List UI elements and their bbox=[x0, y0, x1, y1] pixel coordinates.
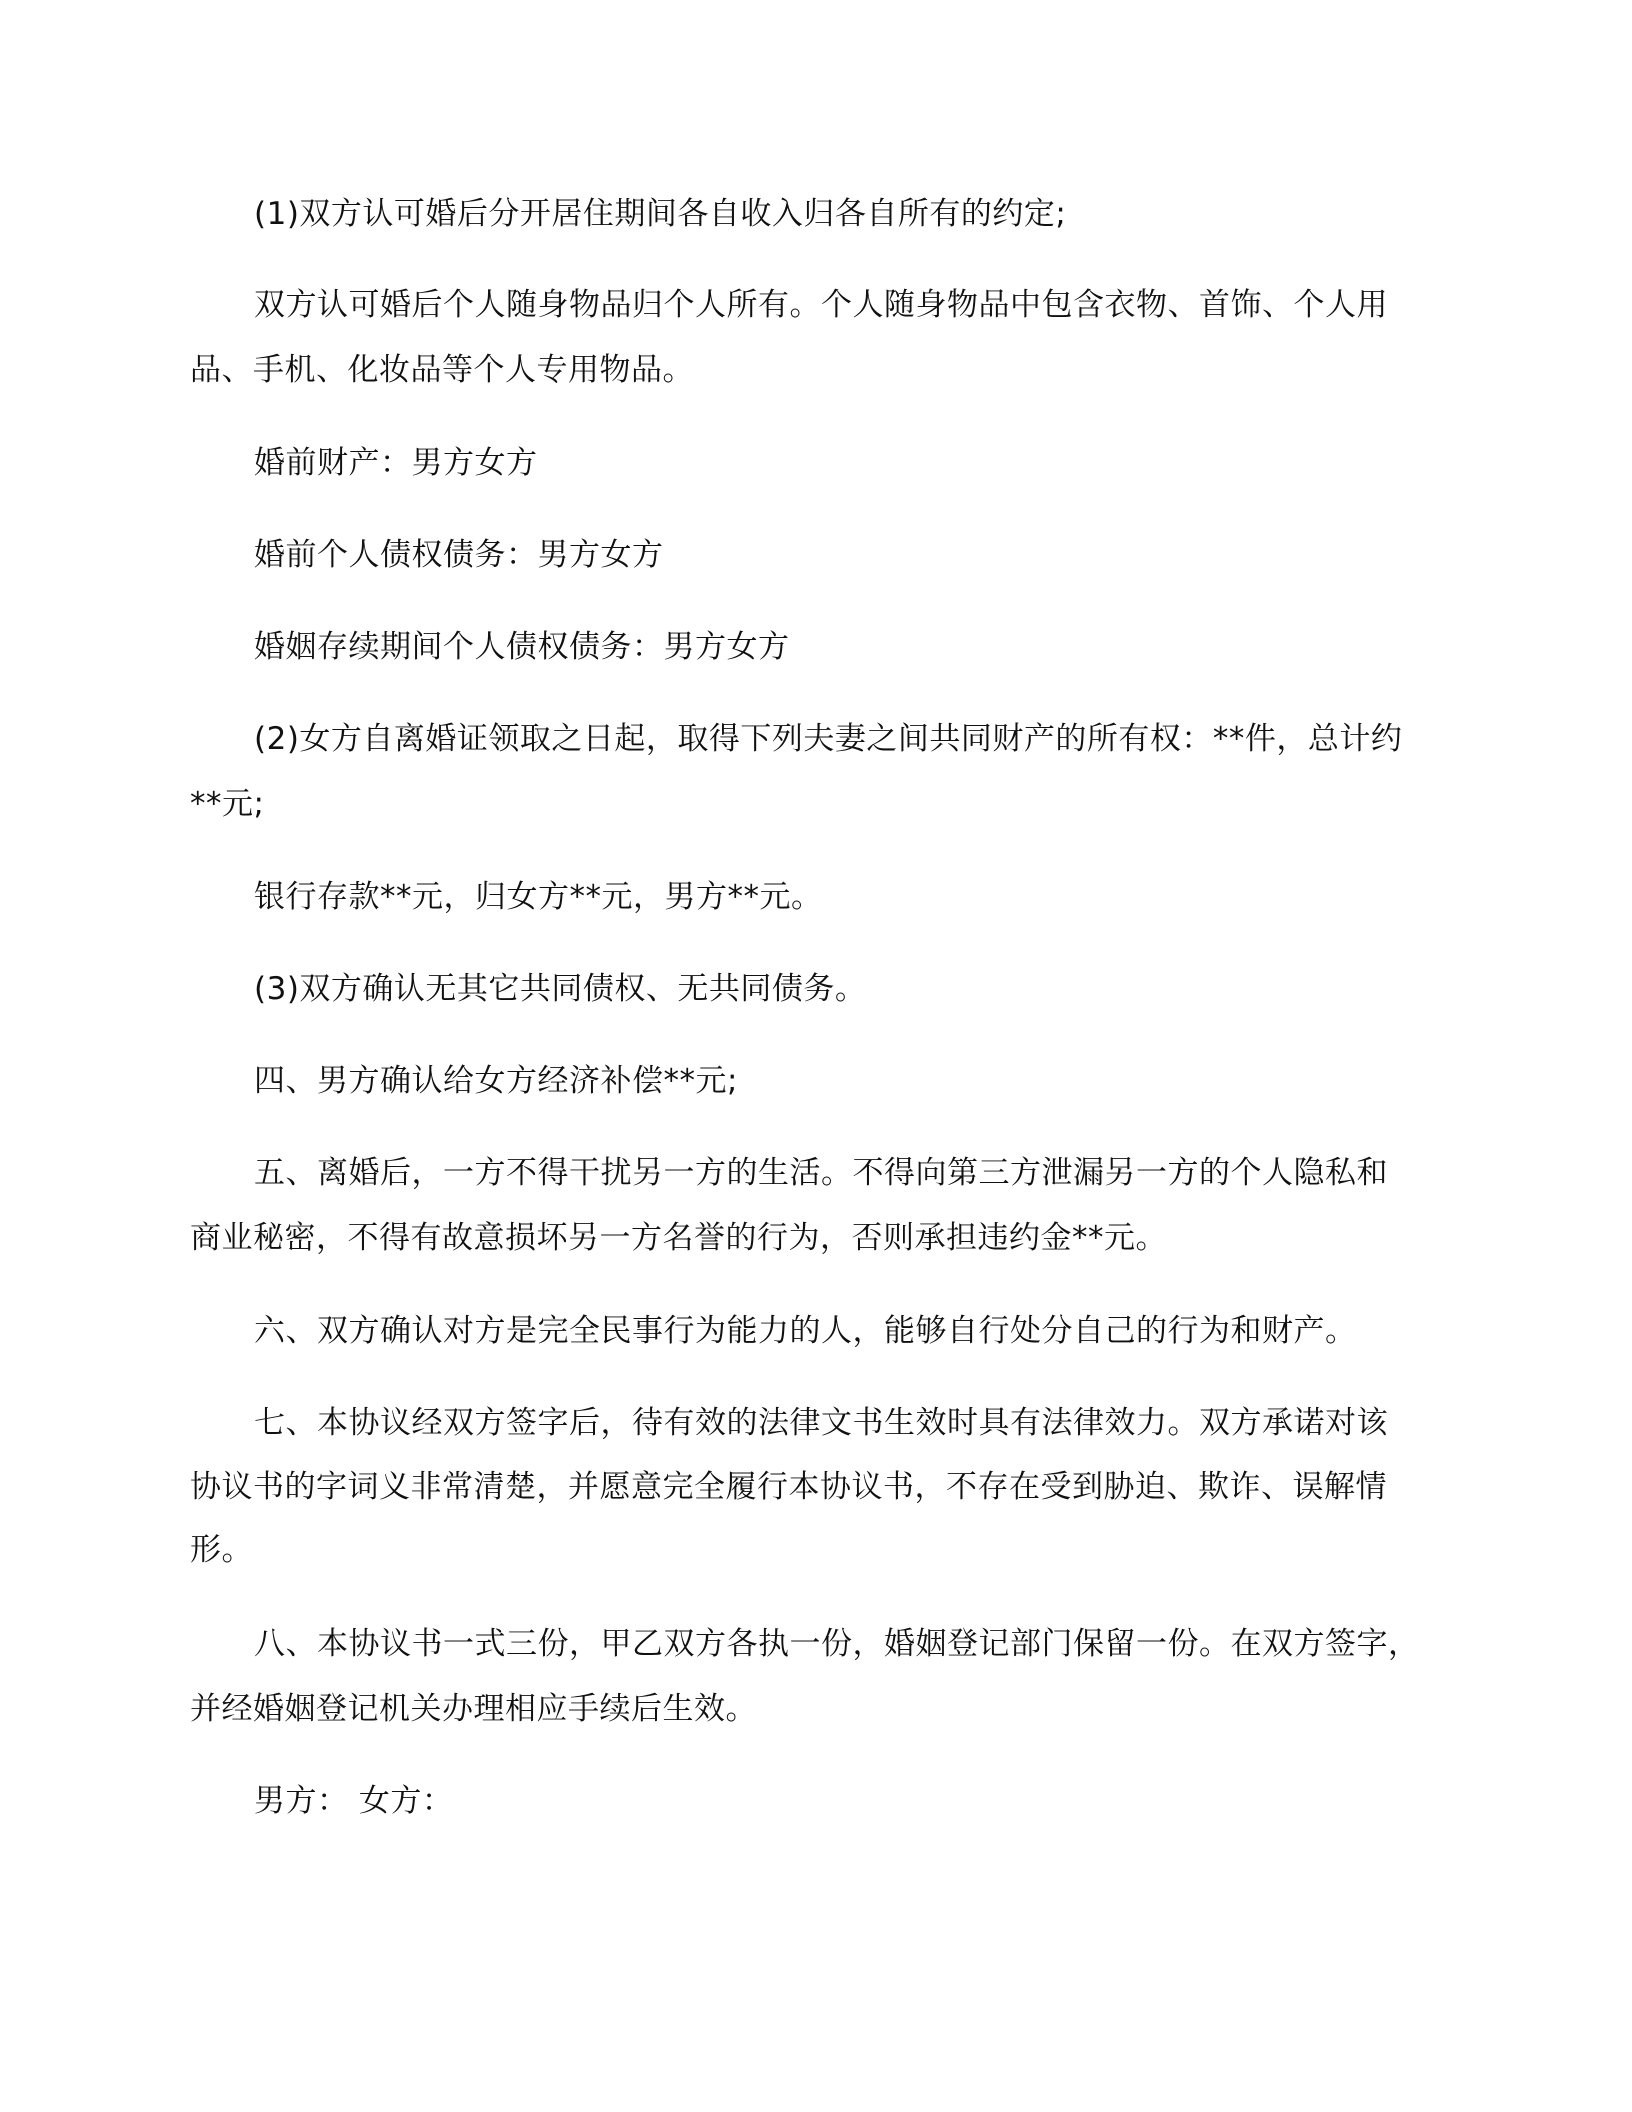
clause-five-line-1: 五、离婚后，一方不得干扰另一方的生活。不得向第三方泄漏另一方的个人隐私和 bbox=[254, 1155, 1388, 1191]
clause-personal-items-line-1: 双方认可婚后个人随身物品归个人所有。个人随身物品中包含衣物、首饰、个人用 bbox=[254, 287, 1388, 323]
clause-eight-line-2: 并经婚姻登记机关办理相应手续后生效。 bbox=[190, 1691, 757, 1727]
clause-seven-line-2: 协议书的字词义非常清楚，并愿意完全履行本协议书，不存在受到胁迫、欺诈、误解情 bbox=[190, 1469, 1387, 1505]
clause-joint-property-line-1: (2)女方自离婚证领取之日起，取得下列夫妻之间共同财产的所有权：**件，总计约 bbox=[254, 721, 1403, 757]
clause-eight-line-1: 八、本协议书一式三份，甲乙双方各执一份，婚姻登记部门保留一份。在双方签字， bbox=[254, 1626, 1420, 1662]
clause-seven-line-1: 七、本协议经双方签字后，待有效的法律文书生效时具有法律效力。双方承诺对该 bbox=[254, 1405, 1388, 1441]
bank-deposit: 银行存款**元，归女方**元，男方**元。 bbox=[254, 879, 823, 915]
premarital-debts: 婚前个人债权债务：男方女方 bbox=[254, 537, 664, 573]
clause-income-agreement: (1)双方认可婚后分开居住期间各自收入归各自所有的约定; bbox=[254, 196, 1067, 232]
clause-six: 六、双方确认对方是完全民事行为能力的人，能够自行处分自己的行为和财产。 bbox=[254, 1313, 1357, 1349]
clause-five-line-2: 商业秘密，不得有故意损坏另一方名誉的行为，否则承担违约金**元。 bbox=[190, 1220, 1167, 1256]
signature-line: 男方： 女方： bbox=[254, 1783, 454, 1819]
clause-no-joint-debts: (3)双方确认无其它共同债权、无共同债务。 bbox=[254, 971, 867, 1007]
marital-debts: 婚姻存续期间个人债权债务：男方女方 bbox=[254, 629, 790, 665]
premarital-property: 婚前财产：男方女方 bbox=[254, 445, 538, 481]
clause-personal-items-line-2: 品、手机、化妆品等个人专用物品。 bbox=[190, 352, 694, 388]
clause-seven-line-3: 形。 bbox=[190, 1532, 253, 1568]
clause-four-compensation: 四、男方确认给女方经济补偿**元; bbox=[254, 1063, 738, 1099]
clause-joint-property-line-2: **元; bbox=[190, 786, 265, 822]
